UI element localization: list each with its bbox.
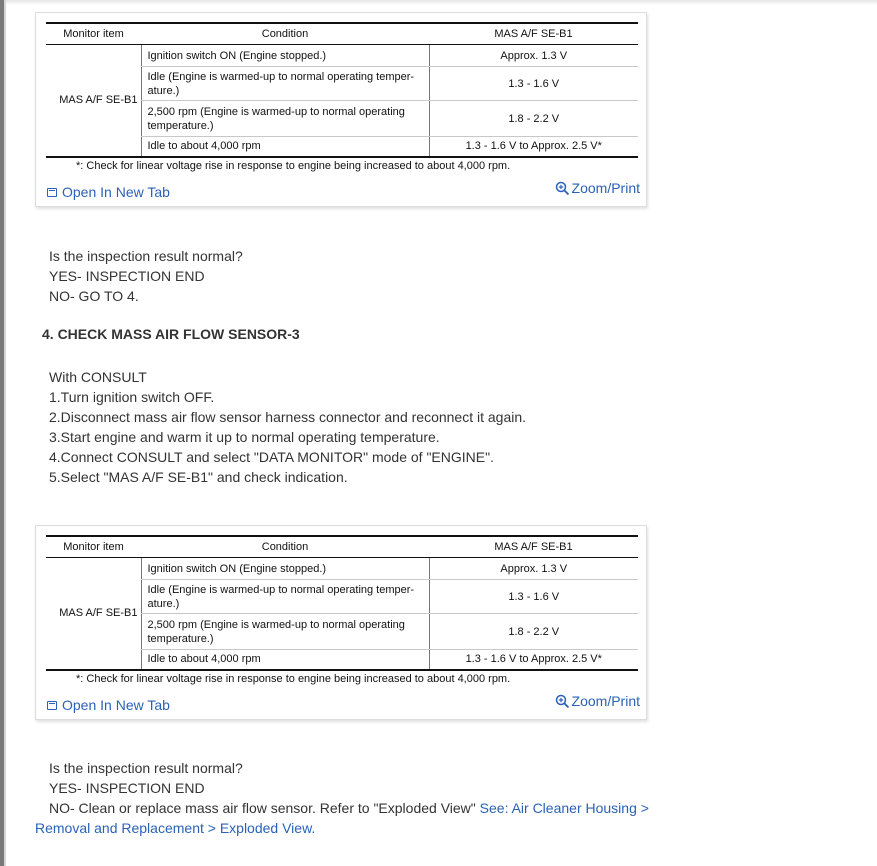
open-in-new-tab-link[interactable] bbox=[47, 697, 170, 713]
header-condition: Condition bbox=[141, 23, 429, 45]
magnifier-plus-icon bbox=[555, 694, 570, 709]
spec-table-1 bbox=[46, 22, 638, 158]
value-cell: 1.8 - 2.2 V bbox=[429, 101, 638, 137]
value-cell: 1.8 - 2.2 V bbox=[429, 614, 638, 650]
value-cell: 1.3 - 1.6 V to Approx. 2.5 V* bbox=[429, 650, 638, 670]
value-cell: Approx. 1.3 V bbox=[429, 558, 638, 580]
condition-cell bbox=[141, 580, 429, 614]
air-cleaner-housing-link[interactable]: See: Air Cleaner Housing > bbox=[479, 800, 649, 816]
procedure-intro: With CONSULT bbox=[49, 369, 147, 385]
table-footnote: *: Check for linear voltage rise in response to engine being increased to about 4,000 rpm. bbox=[76, 160, 511, 172]
condition-cell: Idle to about 4,000 rpm bbox=[141, 650, 429, 670]
spec-figure-2 bbox=[35, 525, 647, 720]
procedure-step: 3.Start engine and warm it up to normal operating temperature. bbox=[49, 429, 440, 445]
condition-line: temperature.) bbox=[147, 632, 214, 645]
table-footnote: *: Check for linear voltage rise in response to engine being increased to about 4,000 rpm. bbox=[76, 673, 511, 685]
step-4-procedure bbox=[49, 367, 526, 487]
inspection-result-2 bbox=[35, 758, 655, 838]
condition-line: ature.) bbox=[147, 597, 180, 610]
inspection-result-1 bbox=[49, 246, 243, 306]
table-row bbox=[46, 45, 638, 67]
condition-line: Idle (Engine is warmed-up to normal operating temper- bbox=[147, 583, 415, 596]
top-shadow bbox=[0, 0, 877, 5]
result-question: Is the inspection result normal? bbox=[49, 248, 243, 264]
magnifier-plus-icon bbox=[555, 181, 570, 196]
zoom-print-label: Zoom/Print bbox=[571, 693, 640, 709]
spec-figure-1 bbox=[35, 12, 647, 207]
procedure-step: 1.Turn ignition switch OFF. bbox=[49, 389, 215, 405]
condition-cell bbox=[141, 67, 429, 101]
result-no: NO- GO TO 4. bbox=[49, 288, 139, 304]
result-question: Is the inspection result normal? bbox=[49, 760, 243, 776]
open-in-new-tab-link[interactable] bbox=[47, 184, 170, 200]
result-no bbox=[35, 798, 655, 818]
procedure-step: 4.Connect CONSULT and select "DATA MONITOR" mode of "ENGINE". bbox=[49, 449, 494, 465]
condition-cell: Ignition switch ON (Engine stopped.) bbox=[141, 45, 429, 67]
left-border-light bbox=[4, 0, 6, 866]
open-in-new-tab-icon bbox=[47, 701, 57, 710]
open-in-new-tab-label: Open In New Tab bbox=[62, 697, 170, 713]
header-monitor-item: Monitor item bbox=[46, 23, 141, 45]
condition-line: ature.) bbox=[147, 84, 180, 97]
open-in-new-tab-label: Open In New Tab bbox=[62, 184, 170, 200]
spec-table-2 bbox=[46, 535, 638, 671]
procedure-step: 2.Disconnect mass air flow sensor harness connector and reconnect it again. bbox=[49, 409, 527, 425]
result-yes: YES- INSPECTION END bbox=[49, 268, 205, 284]
value-cell: 1.3 - 1.6 V bbox=[429, 580, 638, 614]
result-yes: YES- INSPECTION END bbox=[49, 780, 205, 796]
condition-line: 2,500 rpm (Engine is warmed-up to normal operating bbox=[147, 618, 405, 631]
header-monitor-item: Monitor item bbox=[46, 536, 141, 558]
value-cell: 1.3 - 1.6 V to Approx. 2.5 V* bbox=[429, 137, 638, 157]
zoom-print-link[interactable] bbox=[555, 180, 640, 196]
condition-cell: Idle to about 4,000 rpm bbox=[141, 137, 429, 157]
step-4-heading: 4. CHECK MASS AIR FLOW SENSOR-3 bbox=[42, 326, 300, 342]
zoom-print-label: Zoom/Print bbox=[571, 180, 640, 196]
result-no-continued bbox=[35, 818, 655, 838]
value-cell: 1.3 - 1.6 V bbox=[429, 67, 638, 101]
open-in-new-tab-icon bbox=[47, 188, 57, 197]
condition-line: Idle (Engine is warmed-up to normal operating temper- bbox=[147, 70, 415, 83]
table-row bbox=[46, 558, 638, 580]
zoom-print-link[interactable] bbox=[555, 693, 640, 709]
condition-cell: Ignition switch ON (Engine stopped.) bbox=[141, 558, 429, 580]
monitor-item-cell: MAS A/F SE-B1 bbox=[46, 558, 141, 670]
value-cell: Approx. 1.3 V bbox=[429, 45, 638, 67]
monitor-item-cell: MAS A/F SE-B1 bbox=[46, 45, 141, 157]
condition-cell bbox=[141, 101, 429, 137]
exploded-view-link[interactable]: Removal and Replacement > Exploded View. bbox=[35, 820, 316, 836]
condition-line: 2,500 rpm (Engine is warmed-up to normal operating bbox=[147, 105, 405, 118]
condition-cell bbox=[141, 614, 429, 650]
condition-line: temperature.) bbox=[147, 119, 214, 132]
procedure-step: 5.Select "MAS A/F SE-B1" and check indication. bbox=[49, 469, 348, 485]
header-value: MAS A/F SE-B1 bbox=[429, 23, 638, 45]
header-value: MAS A/F SE-B1 bbox=[429, 536, 638, 558]
result-no-text: NO- Clean or replace mass air flow sensor. Refer to "Exploded View" bbox=[49, 800, 476, 816]
header-condition: Condition bbox=[141, 536, 429, 558]
